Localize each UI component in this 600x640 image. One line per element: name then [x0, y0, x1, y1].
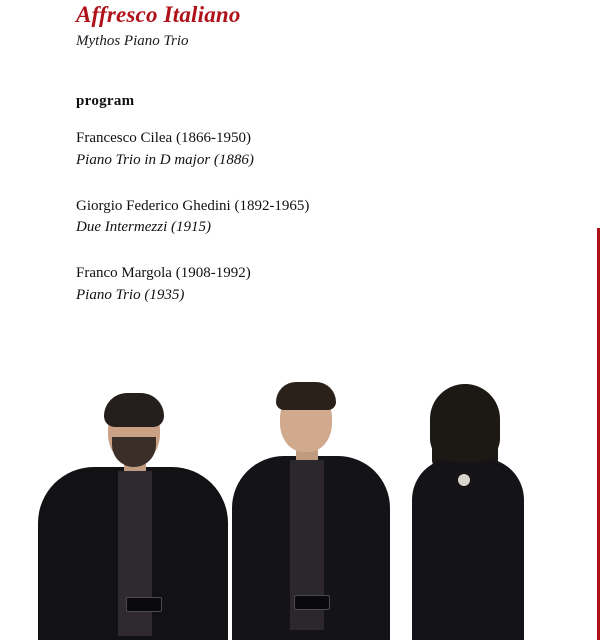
program-entry-composer: Francesco Cilea (1866-1950) [76, 130, 251, 146]
page-title: Affresco Italiano [76, 2, 241, 27]
musician-right-dress [412, 458, 524, 640]
program-entry-composer: Franco Margola (1908-1992) [76, 265, 251, 281]
musician-left-hair [104, 393, 164, 427]
ensemble-photo [0, 370, 600, 640]
musician-center-belt [294, 595, 330, 610]
program-entry-work: Piano Trio in D major (1886) [76, 151, 254, 168]
ensemble-subtitle: Mythos Piano Trio [76, 33, 189, 50]
poster-header [76, 2, 536, 50]
program-entry [76, 196, 516, 240]
program-entry [76, 263, 516, 307]
musician-left-beard [112, 437, 156, 467]
musician-center-hair [276, 382, 336, 410]
program-entry-composer: Giorgio Federico Ghedini (1892-1965) [76, 197, 310, 214]
program-entry-work: Piano Trio (1935) [76, 286, 185, 303]
musician-right-hair [430, 384, 500, 462]
musician-right-necklace [458, 474, 470, 486]
musician-left-belt [126, 597, 162, 612]
program-heading: program [76, 93, 135, 109]
program-entry-work: Due Intermezzi (1915) [76, 219, 211, 236]
program-list [76, 128, 516, 331]
program-entry [76, 128, 516, 172]
musician-right [398, 370, 533, 640]
musician-center [232, 380, 392, 640]
musician-left [30, 385, 235, 640]
